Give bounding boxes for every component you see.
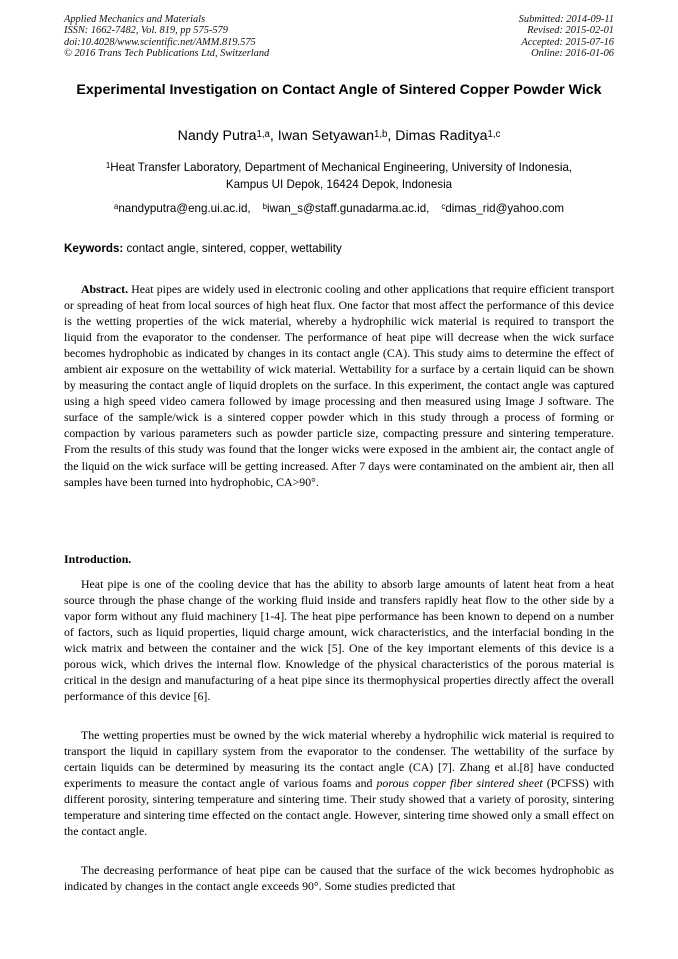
affiliation: [40, 159, 638, 193]
author-affil-sup: 1,a: [256, 128, 270, 140]
email-link[interactable]: dimas_rid@yahoo.com: [445, 202, 565, 215]
intro-paragraph-1: Heat pipe is one of the cooling device that has the ability to absorb large amounts of latent heat from a heat source through the phase change of the working fluid inside and transfers rapidly heat flow to the other side by a vapor form without any fluid machinery [1-4]. The heat pipe performance has been known to depend on a number of factors, such as liquid properties, liquid charge amount, wick characteristics, and the interfacial bonding in the wick matrix and between the container and the wick [5]. One of the key important elements of this device is a porous wick, which drives the internal flow. Knowledge of the physical characteristics of the porous material is critical in the design and manufacturing of a heat pipe since its thermophysical properties directly affect the overall performance of this device [6].: [64, 577, 614, 704]
email-sup: a: [113, 202, 119, 212]
author-affil-sup: 1,c: [487, 128, 501, 140]
intro-paragraph-2: [64, 727, 614, 839]
abstract: [64, 281, 614, 490]
revised-date: Revised: 2015-02-01: [527, 25, 614, 37]
section-heading-introduction: Introduction.: [64, 552, 132, 566]
keywords-label: Keywords:: [64, 242, 124, 255]
email-link[interactable]: iwan_s@staff.gunadarma.ac.id,: [267, 202, 430, 215]
author-sep: ,: [387, 128, 396, 144]
author-name: Dimas Raditya: [395, 128, 488, 144]
journal-copyright: © 2016 Trans Tech Publications Ltd, Switzerland: [64, 47, 270, 59]
email-sup: c: [441, 202, 446, 212]
journal-name: Applied Mechanics and Materials: [64, 14, 206, 25]
affiliation-line-2: Kampus UI Depok, 16424 Depok, Indonesia: [225, 178, 453, 191]
abstract-text: Heat pipes are widely used in electronic cooling and other applications that require efficient transport or spreading of heat from local sources of high heat flux. One factor that most affect the performance of this device is the wetting properties of the wick material, whereby a hydrophilic wick material is required to transport the liquid from the evaporator to the condenser. The performance of heat pipe will decrease when the wick surface becomes hydrophobic as indicated by changes in its contact angle (CA). This study aims to determine the effect of ambient air exposure on the wettability of wick material. Wettability for a surface by a certain liquid can be shown by measuring the contact angle of liquid droplets on the surface. In this experiment, the contact angle was captured using a high speed video camera followed by image processing and then measured using Image J software. The surface of the sample/wick is a sintered copper powder which in this study through a process of forming or compaction by various parameters such as powder particle size, compacting pressure and sintering temperature. From the results of this study was found that the longer wicks were exposed in the ambient air, the contact angle of the liquid on the wick surface will be getting increased. After 7 days were contaminated on the ambient air, then all samples have been turned into hydrophobic, CA>90°.: [64, 282, 614, 489]
online-date: Online: 2016-01-06: [531, 47, 614, 59]
submitted-date: Submitted: 2014-09-11: [518, 14, 614, 25]
author-name: Nandy Putra: [177, 128, 257, 144]
keywords-text: contact angle, sintered, copper, wettability: [123, 242, 342, 255]
journal-issn: ISSN: 1662-7482, Vol. 819, pp 575-579: [64, 25, 228, 37]
publication-dates: [519, 14, 614, 59]
email-link[interactable]: nandyputra@eng.ui.ac.id,: [118, 202, 251, 215]
email-sup: b: [262, 202, 268, 212]
journal-info: [64, 14, 269, 59]
intro-p2-text-a: The wetting properties must be owned by the wick material whereby a hydrophilic wick material is required to transport the liquid in capillary system from the evaporator to the condenser. The wettability of the surface by certain liquids can be determined by measuring its the contact angle (CA) [7]. Zhang et al.[8] have conducted experiments to measure the contact angle of various foams and: [64, 728, 614, 791]
affiliation-line-1: [40, 159, 638, 176]
journal-doi: doi:10.4028/www.scientific.net/AMM.819.575: [64, 36, 256, 48]
author-affil-sup: 1,b: [373, 128, 388, 140]
author-list: [40, 127, 638, 146]
abstract-label: Abstract.: [81, 282, 129, 296]
affiliation-sup: 1: [105, 161, 111, 171]
keywords: [64, 241, 614, 257]
intro-p2-italic-term: porous copper fiber sintered sheet: [376, 776, 543, 791]
author-name: Iwan Setyawan: [277, 128, 374, 144]
author-sep: ,: [269, 128, 278, 144]
intro-p2-text-b: (PCFSS) with different porosity, sintering temperature and sintering time. Their study showed that a variety of porosity, sintering temperature and sintering time effected on the contact angle. However, sintering time showed only a small effect on the contact angle.: [64, 776, 614, 839]
accepted-date: Accepted: 2015-07-16: [521, 36, 614, 48]
intro-paragraph-3: The decreasing performance of heat pipe can be caused that the surface of the wick becomes hydrophobic as indicated by changes in the contact angle exceeds 90°. Some studies predicted that: [64, 863, 614, 894]
email-list: [40, 200, 638, 217]
paper-title: Experimental Investigation on Contact Angle of Sintered Copper Powder Wick: [76, 82, 602, 98]
affiliation-text-1: Heat Transfer Laboratory, Department of Mechanical Engineering, University of Indonesia,: [110, 161, 573, 174]
